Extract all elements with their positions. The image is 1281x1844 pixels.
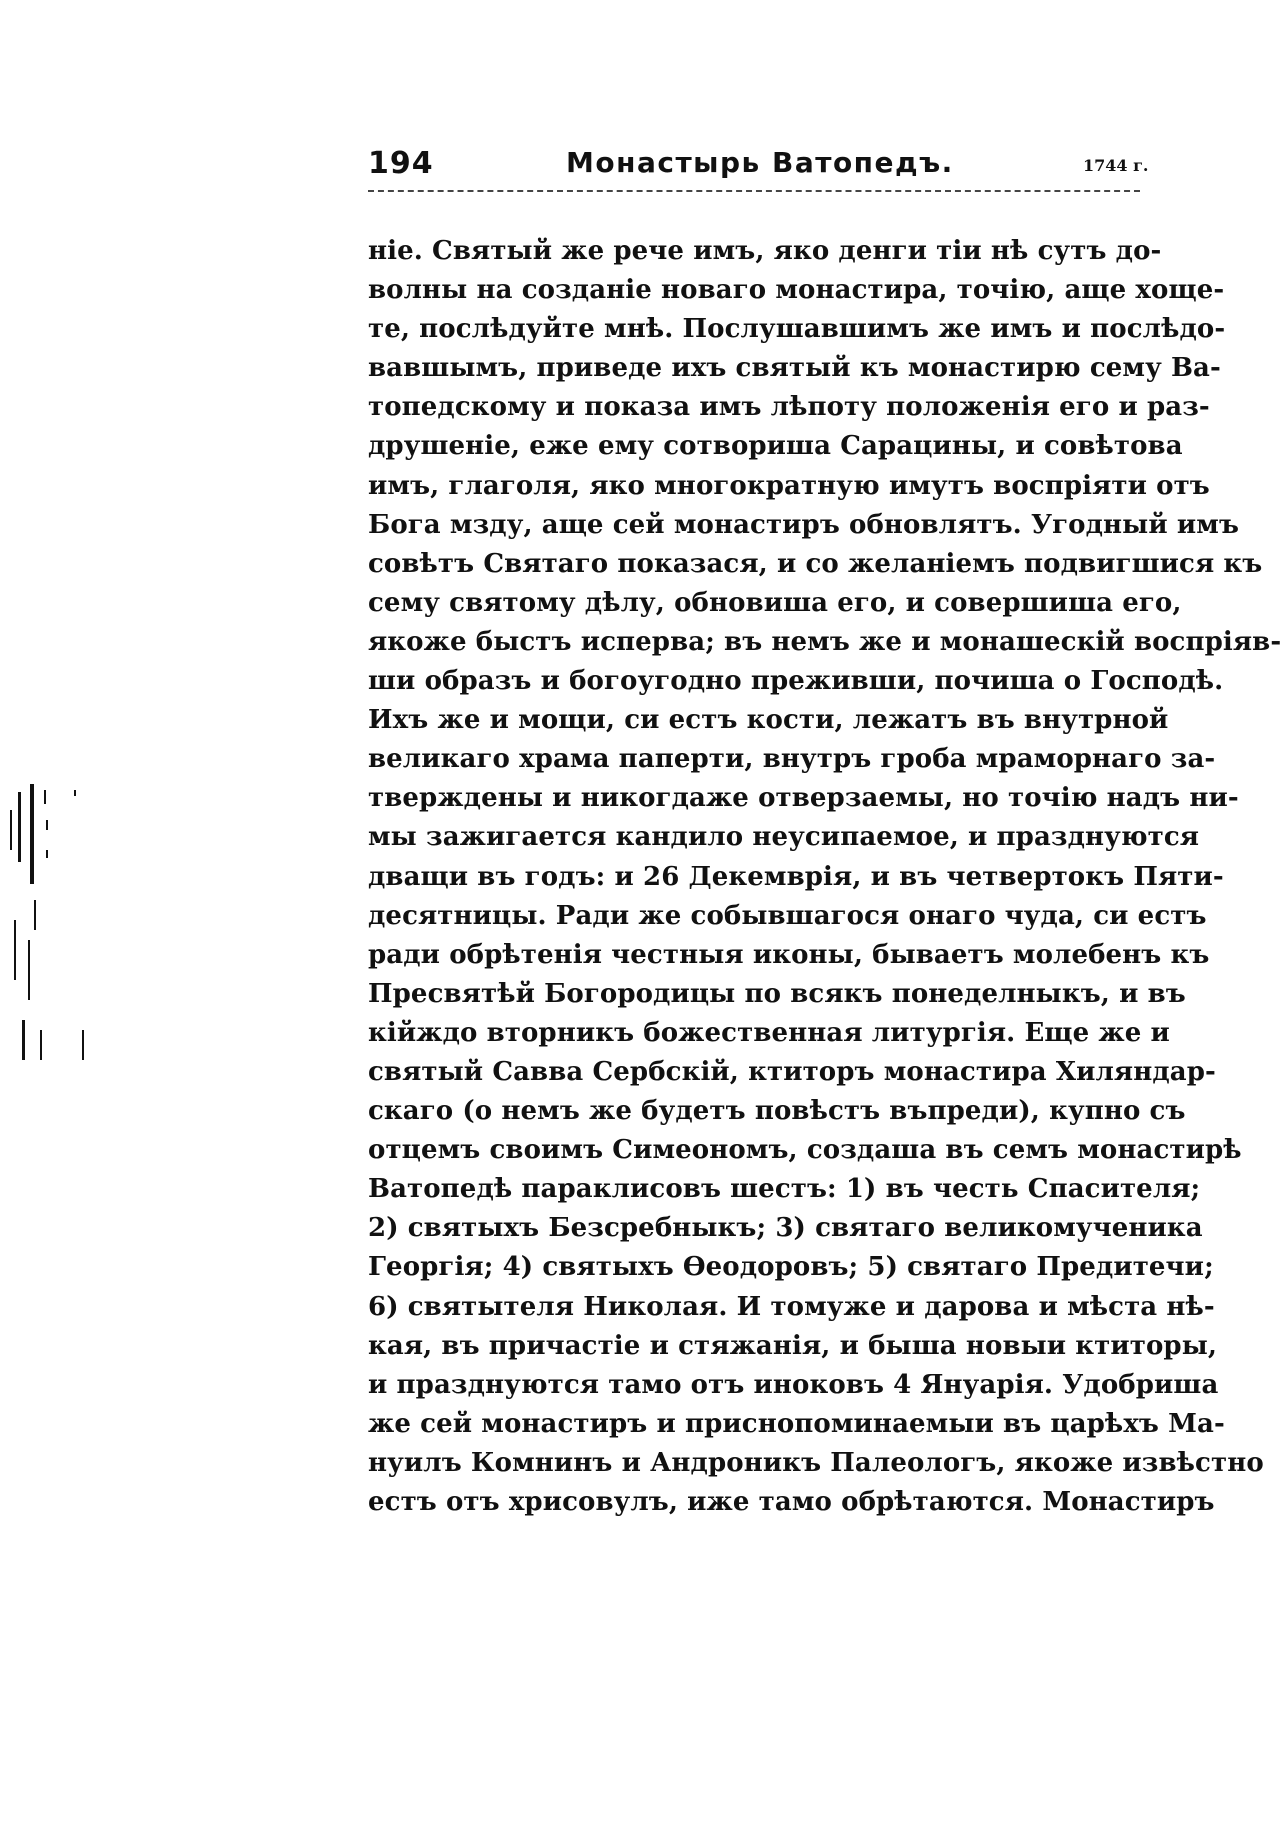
page-header xyxy=(368,146,1149,186)
text-line: ніе. Святый же рече имъ, яко денги тіи нѣ сутъ до- xyxy=(368,236,1162,266)
text-line: 6) святытеля Николая. И томуже и дарова и мѣста нѣ- xyxy=(368,1291,1215,1322)
text-line: волны на созданіе новаго монастира, точію, аще хоще- xyxy=(368,275,1225,306)
running-title: Монастырь Ватопедъ. xyxy=(566,146,954,179)
text-line: нуилъ Комнинъ и Андроникъ Палеологъ, якоже извѣстно xyxy=(368,1447,1264,1478)
text-line: Георгія; 4) святыхъ Ѳеодоровъ; 5) святаго Предитечи; xyxy=(368,1252,1214,1283)
text-line: Ихъ же и мощи, си естъ кости, лежатъ въ внутрной xyxy=(368,705,1169,736)
text-line: Пресвятѣй Богородицы по всякъ понеделныкъ, и въ xyxy=(368,978,1186,1009)
text-line: ши образъ и богоугодно преживши, почиша о Господѣ. xyxy=(368,666,1224,697)
text-line: ради обрѣтенія честныя иконы, бываетъ молебенъ къ xyxy=(368,939,1210,970)
text-line: святый Савва Сербскій, ктиторъ монастира Хиляндар- xyxy=(368,1056,1216,1087)
body-text xyxy=(368,232,1281,1522)
page-number: 194 xyxy=(368,146,434,181)
text-line: 2) святыхъ Безсребныкъ; 3) святаго великомученика xyxy=(368,1213,1203,1244)
margin-scan-marks xyxy=(0,780,100,1100)
year-marker: 1744 г. xyxy=(1083,156,1149,175)
text-line: совѣтъ Святаго показася, и со желаніемъ подвигшися къ xyxy=(368,548,1263,579)
text-line: скаго (о немъ же будетъ повѣстъ въпреди), купно съ xyxy=(368,1096,1186,1127)
text-line: вавшымъ, приведе ихъ святый къ монастирю сему Ва- xyxy=(368,353,1221,384)
text-line: великаго храма паперти, внутръ гроба мраморнаго за- xyxy=(368,744,1216,775)
text-line: тверждены и никогдаже отверзаемы, но точію надъ ни- xyxy=(368,783,1239,814)
text-line: Бога мзду, аще сей монастиръ обновлятъ. Угодный имъ xyxy=(368,509,1239,540)
text-line: отцемъ своимъ Симеономъ, создаша въ семъ монастирѣ xyxy=(368,1135,1242,1166)
text-line: естъ отъ хрисовулъ, иже тамо обрѣтаются. Монастиръ xyxy=(368,1487,1215,1517)
text-line: якоже быстъ исперва; въ немъ же и монашескій воспріяв- xyxy=(368,626,1281,657)
header-rule xyxy=(368,190,1140,192)
text-line: и празднуются тамо отъ иноковъ 4 Януарія. Удобриша xyxy=(368,1369,1219,1400)
text-line: топедскому и показа имъ лѣпоту положенія его и раз- xyxy=(368,392,1210,423)
text-line: Ватопедѣ параклисовъ шестъ: 1) въ честь Спасителя; xyxy=(368,1174,1201,1205)
text-line: кая, въ причастіе и стяжанія, и быша новыи ктиторы, xyxy=(368,1330,1218,1361)
text-line: имъ, глаголя, яко многократную имутъ воспріяти отъ xyxy=(368,470,1210,501)
text-line: же сей монастиръ и приснопоминаемыи въ царѣхъ Ма- xyxy=(368,1408,1225,1439)
text-line: дващи въ годъ: и 26 Декемврія, и въ четвертокъ Пяти- xyxy=(368,861,1224,892)
text-line: десятницы. Ради же собывшагося онаго чуда, си естъ xyxy=(368,900,1207,931)
text-line: кійждо вторникъ божественная литургія. Еще же и xyxy=(368,1017,1170,1048)
text-line: мы зажигается кандило неусипаемое, и празднуются xyxy=(368,822,1200,853)
text-line: сему святому дѣлу, обновиша его, и совершиша его, xyxy=(368,587,1182,618)
text-line: те, послѣдуйте мнѣ. Послушавшимъ же имъ и послѣдо- xyxy=(368,314,1226,345)
text-line: друшеніе, еже ему сотвориша Сарацины, и совѣтова xyxy=(368,431,1183,462)
